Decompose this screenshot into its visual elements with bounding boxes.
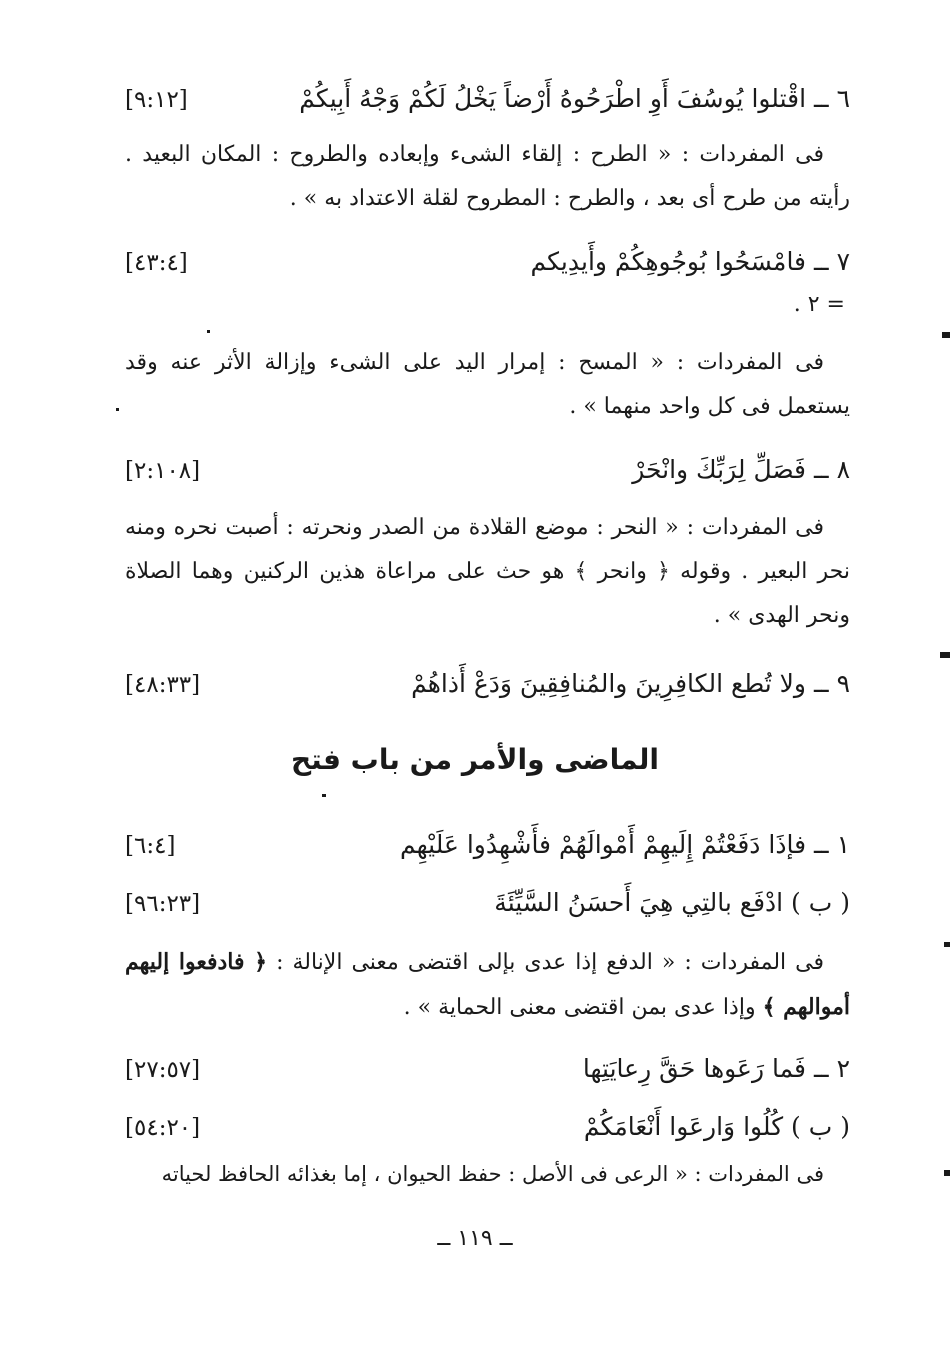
commentary-text: وإذا عدى بمن اقتضى معنى الحماية » . bbox=[403, 995, 763, 1020]
verse-reference: [٩:١٢] bbox=[125, 87, 188, 113]
scan-mark bbox=[207, 330, 210, 333]
verse-text: ٨ ــ فَصَلِّ لِرَبِّكَ وانْحَرْ bbox=[632, 455, 850, 484]
commentary-paragraph bbox=[125, 940, 850, 1030]
verse-reference: [٤٣:٤] bbox=[125, 250, 188, 276]
verse-text: ٦ ــ اقْتلوا يُوسُفَ أَوِ اطْرَحُوهُ أَرْضاً يَخْلُ لَكُمْ وَجْهُ أَبِيكُمْ bbox=[299, 84, 850, 113]
verse-text: ٧ ــ فامْسَحُوا بُوجُوهِكُمْ وأَيدِيكم bbox=[530, 247, 850, 276]
section-heading: الماضى والأمر من باب فتح bbox=[290, 743, 660, 776]
verse-reference: [٩٦:٢٣] bbox=[125, 891, 201, 917]
commentary-text: فى المفردات : « المسح : إمرار اليد على الشىء وإزالة الأثر عنه وقد يستعمل فى كل واحد منهما » . bbox=[125, 350, 850, 419]
verse-entry-8 bbox=[125, 453, 850, 488]
commentary-paragraph bbox=[125, 506, 850, 638]
verse-text: ( ب ) ادْفَع بالتِي هِيَ أَحسَنُ السَّيِّئَةَ bbox=[494, 888, 850, 917]
verse-text: ١ ــ فإذَا دَفَعْتُمْ إِلَيهِمْ أَمْوالَهُمْ فأَشْهِدُوا عَلَيْهِم bbox=[399, 830, 850, 859]
verse-text: ٩ ــ ولا تُطع الكافِرِينَ والمُنافِقِينَ وَدَعْ أَذاهُمْ bbox=[411, 669, 850, 698]
scan-mark bbox=[322, 794, 326, 797]
commentary-paragraph bbox=[125, 1156, 850, 1192]
verse-entry-1 bbox=[125, 828, 850, 863]
verse-entry-2 bbox=[125, 1052, 850, 1087]
scan-mark bbox=[942, 332, 950, 338]
verse-text: ( ب ) كُلُوا وَارعَوا أَنْعَامَكُمْ bbox=[583, 1112, 850, 1141]
commentary-text: فى المفردات : « الطرح : إلقاء الشىء وإبعاده والطروح : المكان البعيد . رأيته من طرح أى بعد ، والطرح : المطروح لقلة الاعتداد به » . bbox=[125, 142, 850, 211]
page-number: ــ ١١٩ ــ bbox=[437, 1226, 513, 1251]
verse-reference: [٤٨:٣٣] bbox=[125, 672, 201, 698]
commentary-paragraph bbox=[125, 133, 850, 221]
scan-mark bbox=[940, 652, 950, 658]
verse-text: ٢ ــ فَما رَعَوها حَقَّ رِعايَتِها bbox=[582, 1054, 850, 1083]
scan-mark bbox=[944, 942, 950, 947]
verse-reference: [٦:٤] bbox=[125, 833, 176, 859]
verse-reference: [٢٧:٥٧] bbox=[125, 1057, 201, 1083]
commentary-text: فى المفردات : « الدفع إذا عدى بإلى اقتضى معنى الإنالة : bbox=[267, 950, 824, 975]
verse-entry-7 bbox=[125, 245, 850, 280]
scan-mark bbox=[944, 1170, 950, 1176]
commentary-text: فى المفردات : « الرعى فى الأصل : حفظ الحيوان ، إما بغذائه الحافظ لحياته bbox=[161, 1162, 824, 1186]
cross-reference: = ٢ . bbox=[793, 292, 845, 317]
verse-entry-2b bbox=[125, 1110, 850, 1145]
verse-reference: [٢:١٠٨] bbox=[125, 458, 201, 484]
scan-mark bbox=[116, 408, 119, 411]
verse-entry-1b bbox=[125, 886, 850, 921]
quranic-quote: ﴿ فادفعوا إليهم أموالهم ﴾ bbox=[125, 949, 850, 1020]
commentary-text: فى المفردات : « النحر : موضع القلادة من الصدر ونحرته : أصبت نحره ومنه نحر البعير . وقوله ﴿ وانحر ﴾ هو حث على مراعاة هذين الركنين وهما الصلاة ونحر الهدى » . bbox=[125, 515, 850, 628]
verse-entry-6 bbox=[125, 82, 850, 117]
commentary-paragraph bbox=[125, 341, 850, 429]
verse-reference: [٥٤:٢٠] bbox=[125, 1115, 201, 1141]
verse-entry-9 bbox=[125, 667, 850, 702]
